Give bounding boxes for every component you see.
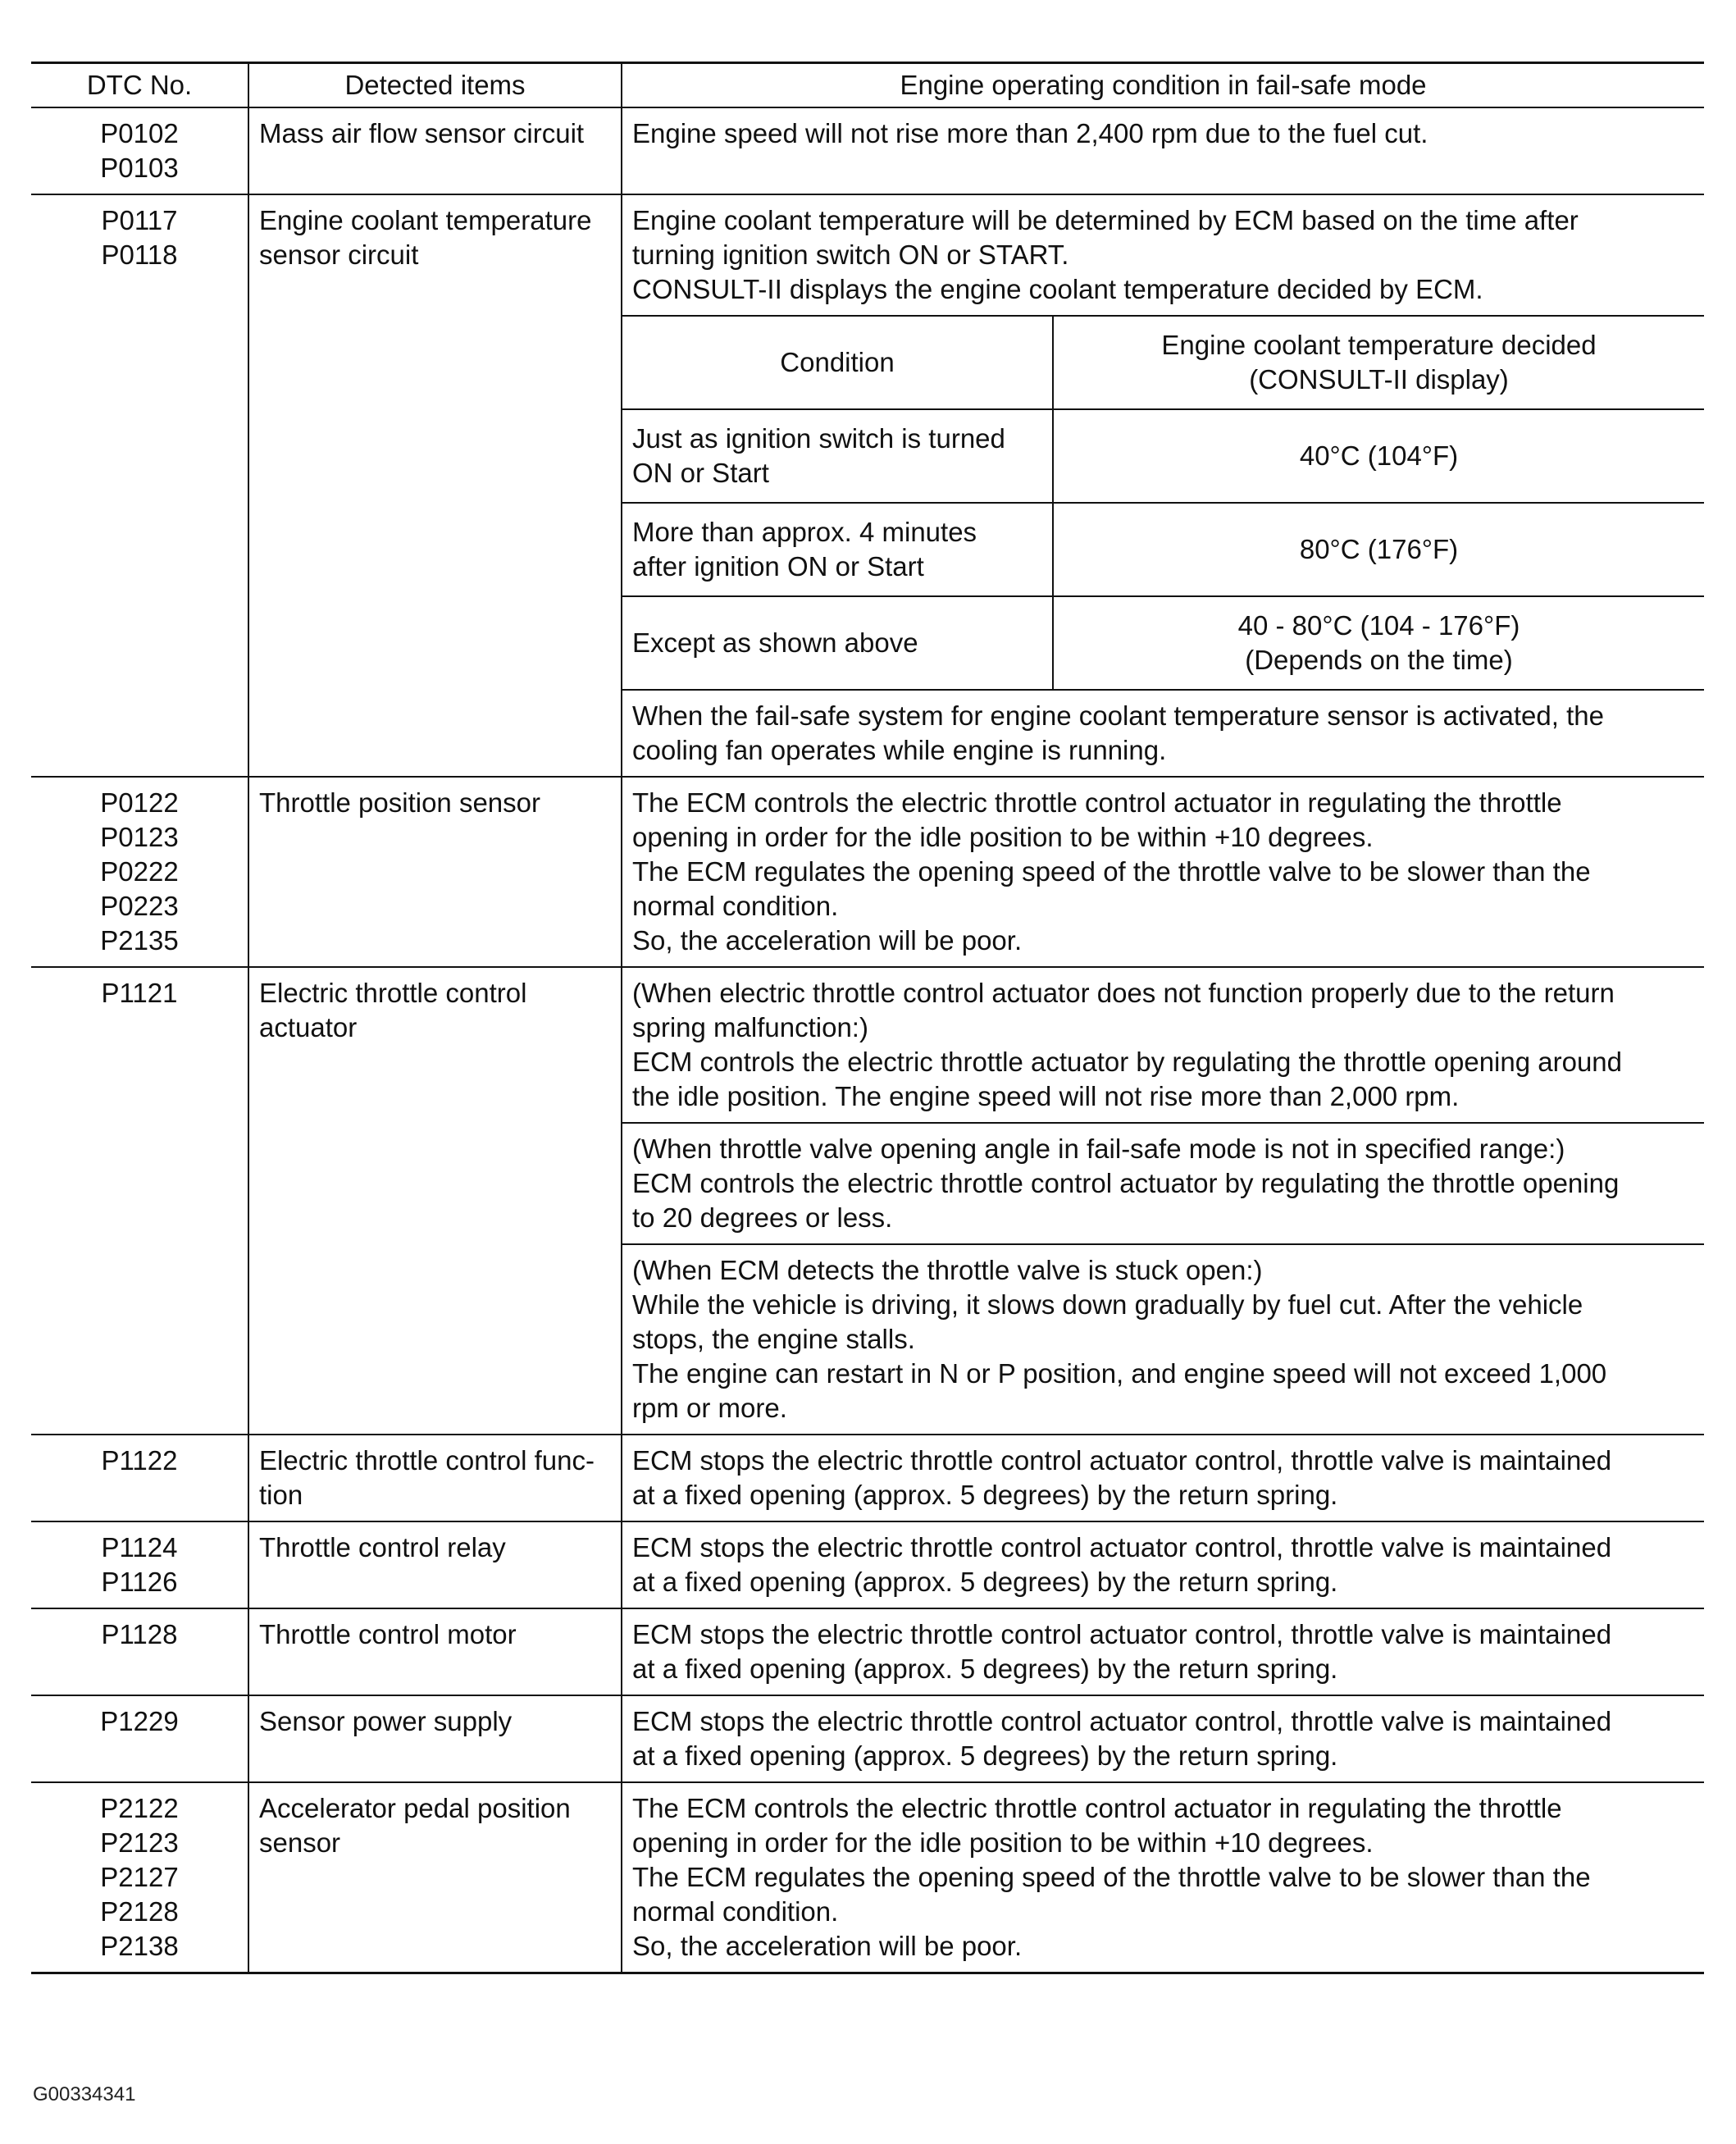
dtc-code: P2122	[100, 1793, 179, 1823]
dtc-code: P1124	[101, 1532, 178, 1562]
table-row	[31, 194, 1704, 777]
condition-cell	[622, 967, 1704, 1435]
condition-cell	[622, 1608, 1704, 1695]
dtc-code: P1128	[101, 1619, 178, 1649]
condition-cell	[622, 194, 1704, 777]
condition-line: The ECM regulates the opening speed of the throttle valve to be slower than the	[632, 856, 1591, 887]
table-row	[31, 1695, 1704, 1782]
condition-line: ECM stops the electric throttle control actuator control, throttle valve is maintained	[632, 1445, 1612, 1476]
subtable-condition	[622, 503, 1053, 596]
dtc-code: P0122	[100, 787, 179, 818]
dtc-cell	[31, 967, 248, 1435]
condition-paragraph	[622, 108, 1704, 159]
condition-line: to 20 degrees or less.	[632, 1202, 893, 1233]
subtable-condition	[622, 409, 1053, 503]
dtc-code: P0118	[101, 239, 178, 270]
condition-line: CONSULT-II displays the engine coolant temperature decided by ECM.	[632, 274, 1483, 304]
dtc-code: P2135	[100, 925, 179, 956]
dtc-cell	[31, 194, 248, 777]
dtc-code: P1122	[101, 1445, 178, 1476]
fail-safe-table	[31, 62, 1704, 1974]
figure-code: G00334341	[33, 2083, 136, 2105]
subtable-condition-line: ON or Start	[632, 458, 769, 488]
subtable-condition-line: More than approx. 4 minutes	[632, 517, 977, 547]
condition-line: ECM stops the electric throttle control actuator control, throttle valve is maintained	[632, 1619, 1612, 1649]
subtable-temperature-line: 40 - 80°C (104 - 176°F)	[1237, 610, 1520, 641]
condition-line: So, the acceleration will be poor.	[632, 1931, 1023, 1961]
subtable-condition-line: Except as shown above	[632, 627, 918, 658]
dtc-code: P0117	[101, 205, 178, 235]
condition-line: spring malfunction:)	[632, 1012, 868, 1042]
dtc-code: P1121	[101, 978, 178, 1008]
subtable-condition-line: Just as ignition switch is turned	[632, 423, 1005, 454]
dtc-code: P0223	[100, 891, 179, 921]
condition-line: stops, the engine stalls.	[632, 1324, 915, 1354]
detected-item-text: sensor circuit	[259, 239, 419, 270]
subtable-temperature	[1053, 409, 1704, 503]
condition-line: cooling fan operates while engine is running.	[632, 735, 1167, 765]
subtable-row	[622, 596, 1704, 689]
table-row	[31, 1608, 1704, 1695]
table-row	[31, 967, 1704, 1435]
dtc-code: P2127	[100, 1862, 179, 1892]
header-dtc-no: DTC No.	[31, 63, 248, 108]
subtable-header-decided	[1053, 316, 1704, 409]
dtc-cell	[31, 1608, 248, 1695]
subtable-row	[622, 409, 1704, 503]
condition-paragraph	[622, 1435, 1704, 1521]
detected-item-cell	[248, 1521, 622, 1608]
condition-line: So, the acceleration will be poor.	[632, 925, 1023, 956]
detected-item-cell	[248, 1782, 622, 1973]
fail-safe-document	[31, 62, 1704, 1974]
condition-line: The ECM controls the electric throttle control actuator in regulating the throttle	[632, 787, 1562, 818]
detected-item-text: Throttle control relay	[259, 1532, 506, 1562]
condition-paragraph	[622, 1522, 1704, 1608]
detected-item-cell	[248, 1695, 622, 1782]
detected-item-text: Sensor power supply	[259, 1706, 513, 1736]
subtable-temperature-line: 40°C (104°F)	[1299, 440, 1459, 471]
detected-item-text: sensor	[259, 1827, 341, 1858]
condition-line: rpm or more.	[632, 1393, 787, 1423]
detected-item-text: actuator	[259, 1012, 358, 1042]
condition-line: at a fixed opening (approx. 5 degrees) by the return spring.	[632, 1654, 1338, 1684]
condition-line: Engine coolant temperature will be determined by ECM based on the time after	[632, 205, 1579, 235]
table-row	[31, 1435, 1704, 1521]
header-engine-condition: Engine operating condition in fail-safe mode	[900, 70, 1427, 100]
condition-cell	[622, 1521, 1704, 1608]
detected-item-cell	[248, 777, 622, 967]
dtc-cell	[31, 1695, 248, 1782]
detected-item-text: Throttle control motor	[259, 1619, 517, 1649]
dtc-cell	[31, 1521, 248, 1608]
detected-item-cell	[248, 1608, 622, 1695]
condition-line: at a fixed opening (approx. 5 degrees) by the return spring.	[632, 1740, 1338, 1771]
dtc-code: P2123	[100, 1827, 179, 1858]
dtc-cell	[31, 777, 248, 967]
condition-cell	[622, 1435, 1704, 1521]
subtable-temperature-line: 80°C (176°F)	[1299, 534, 1459, 564]
detected-item-cell	[248, 1435, 622, 1521]
condition-line: While the vehicle is driving, it slows down gradually by fuel cut. After the vehicle	[632, 1289, 1583, 1320]
condition-cell	[622, 777, 1704, 967]
dtc-code: P0103	[100, 153, 179, 183]
dtc-code: P0123	[100, 822, 179, 852]
dtc-cell	[31, 1782, 248, 1973]
condition-paragraph	[622, 1609, 1704, 1695]
condition-line: The ECM controls the electric throttle control actuator in regulating the throttle	[632, 1793, 1562, 1823]
condition-line: The engine can restart in N or P position, and engine speed will not exceed 1,000	[632, 1358, 1607, 1389]
detected-item-text: Engine coolant temperature	[259, 205, 592, 235]
detected-item-text: Accelerator pedal position	[259, 1793, 571, 1823]
detected-item-text: tion	[259, 1480, 303, 1510]
dtc-code: P2138	[100, 1931, 179, 1961]
table-row	[31, 777, 1704, 967]
subtable-header-line: (CONSULT-II display)	[1249, 364, 1509, 395]
condition-line: The ECM regulates the opening speed of the throttle valve to be slower than the	[632, 1862, 1591, 1892]
coolant-temperature-subtable	[622, 315, 1704, 689]
table-row	[31, 1782, 1704, 1973]
condition-line: opening in order for the idle position to be within +10 degrees.	[632, 1827, 1374, 1858]
dtc-code: P1126	[101, 1567, 178, 1597]
detected-item-text: Electric throttle control func-	[259, 1445, 595, 1476]
condition-paragraph	[622, 778, 1704, 966]
condition-cell	[622, 1695, 1704, 1782]
condition-line: opening in order for the idle position to be within +10 degrees.	[632, 822, 1374, 852]
detected-item-text: Electric throttle control	[259, 978, 527, 1008]
detected-item-cell	[248, 194, 622, 777]
subtable-condition	[622, 596, 1053, 689]
table-row	[31, 107, 1704, 194]
subtable-temperature	[1053, 596, 1704, 689]
condition-line: When the fail-safe system for engine coolant temperature sensor is activated, the	[632, 700, 1604, 731]
dtc-code: P0102	[100, 118, 179, 148]
condition-paragraph	[622, 968, 1704, 1122]
table-header-row	[31, 63, 1704, 108]
dtc-cell	[31, 1435, 248, 1521]
condition-paragraph	[622, 1783, 1704, 1972]
condition-line: the idle position. The engine speed will not rise more than 2,000 rpm.	[632, 1081, 1460, 1111]
dtc-code: P0222	[100, 856, 179, 887]
condition-line: Engine speed will not rise more than 2,400 rpm due to the fuel cut.	[632, 118, 1428, 148]
detected-item-text: Throttle position sensor	[259, 787, 541, 818]
subtable-header-line: Engine coolant temperature decided	[1161, 330, 1597, 360]
condition-line: (When throttle valve opening angle in fail-safe mode is not in specified range:)	[632, 1134, 1565, 1164]
condition-line: normal condition.	[632, 1896, 839, 1927]
condition-paragraph	[622, 689, 1704, 776]
subtable-temperature-line: (Depends on the time)	[1245, 645, 1513, 675]
condition-line: turning ignition switch ON or START.	[632, 239, 1069, 270]
subtable-temperature	[1053, 503, 1704, 596]
condition-paragraph	[622, 1243, 1704, 1434]
condition-line: ECM controls the electric throttle control actuator by regulating the throttle opening	[632, 1168, 1620, 1198]
condition-paragraph	[622, 1696, 1704, 1781]
condition-line: normal condition.	[632, 891, 839, 921]
header-detected-items: Detected items	[248, 63, 622, 108]
subtable-condition-line: after ignition ON or Start	[632, 551, 924, 582]
condition-line: ECM controls the electric throttle actuator by regulating the throttle opening around	[632, 1047, 1623, 1077]
condition-line: (When electric throttle control actuator does not function properly due to the return	[632, 978, 1615, 1008]
subtable-header-row	[622, 316, 1704, 409]
condition-line: at a fixed opening (approx. 5 degrees) by the return spring.	[632, 1480, 1338, 1510]
detected-item-text: Mass air flow sensor circuit	[259, 118, 585, 148]
dtc-cell	[31, 107, 248, 194]
condition-paragraph	[622, 1122, 1704, 1243]
condition-line: ECM stops the electric throttle control actuator control, throttle valve is maintained	[632, 1706, 1612, 1736]
dtc-code: P1229	[100, 1706, 179, 1736]
table-row	[31, 1521, 1704, 1608]
dtc-code: P2128	[100, 1896, 179, 1927]
condition-line: at a fixed opening (approx. 5 degrees) by the return spring.	[632, 1567, 1338, 1597]
detected-item-cell	[248, 107, 622, 194]
detected-item-cell	[248, 967, 622, 1435]
condition-cell	[622, 1782, 1704, 1973]
condition-line: (When ECM detects the throttle valve is stuck open:)	[632, 1255, 1263, 1285]
subtable-row	[622, 503, 1704, 596]
condition-cell	[622, 107, 1704, 194]
subtable-header-condition: Condition	[622, 316, 1053, 409]
condition-line: ECM stops the electric throttle control actuator control, throttle valve is maintained	[632, 1532, 1612, 1562]
condition-paragraph	[622, 195, 1704, 315]
